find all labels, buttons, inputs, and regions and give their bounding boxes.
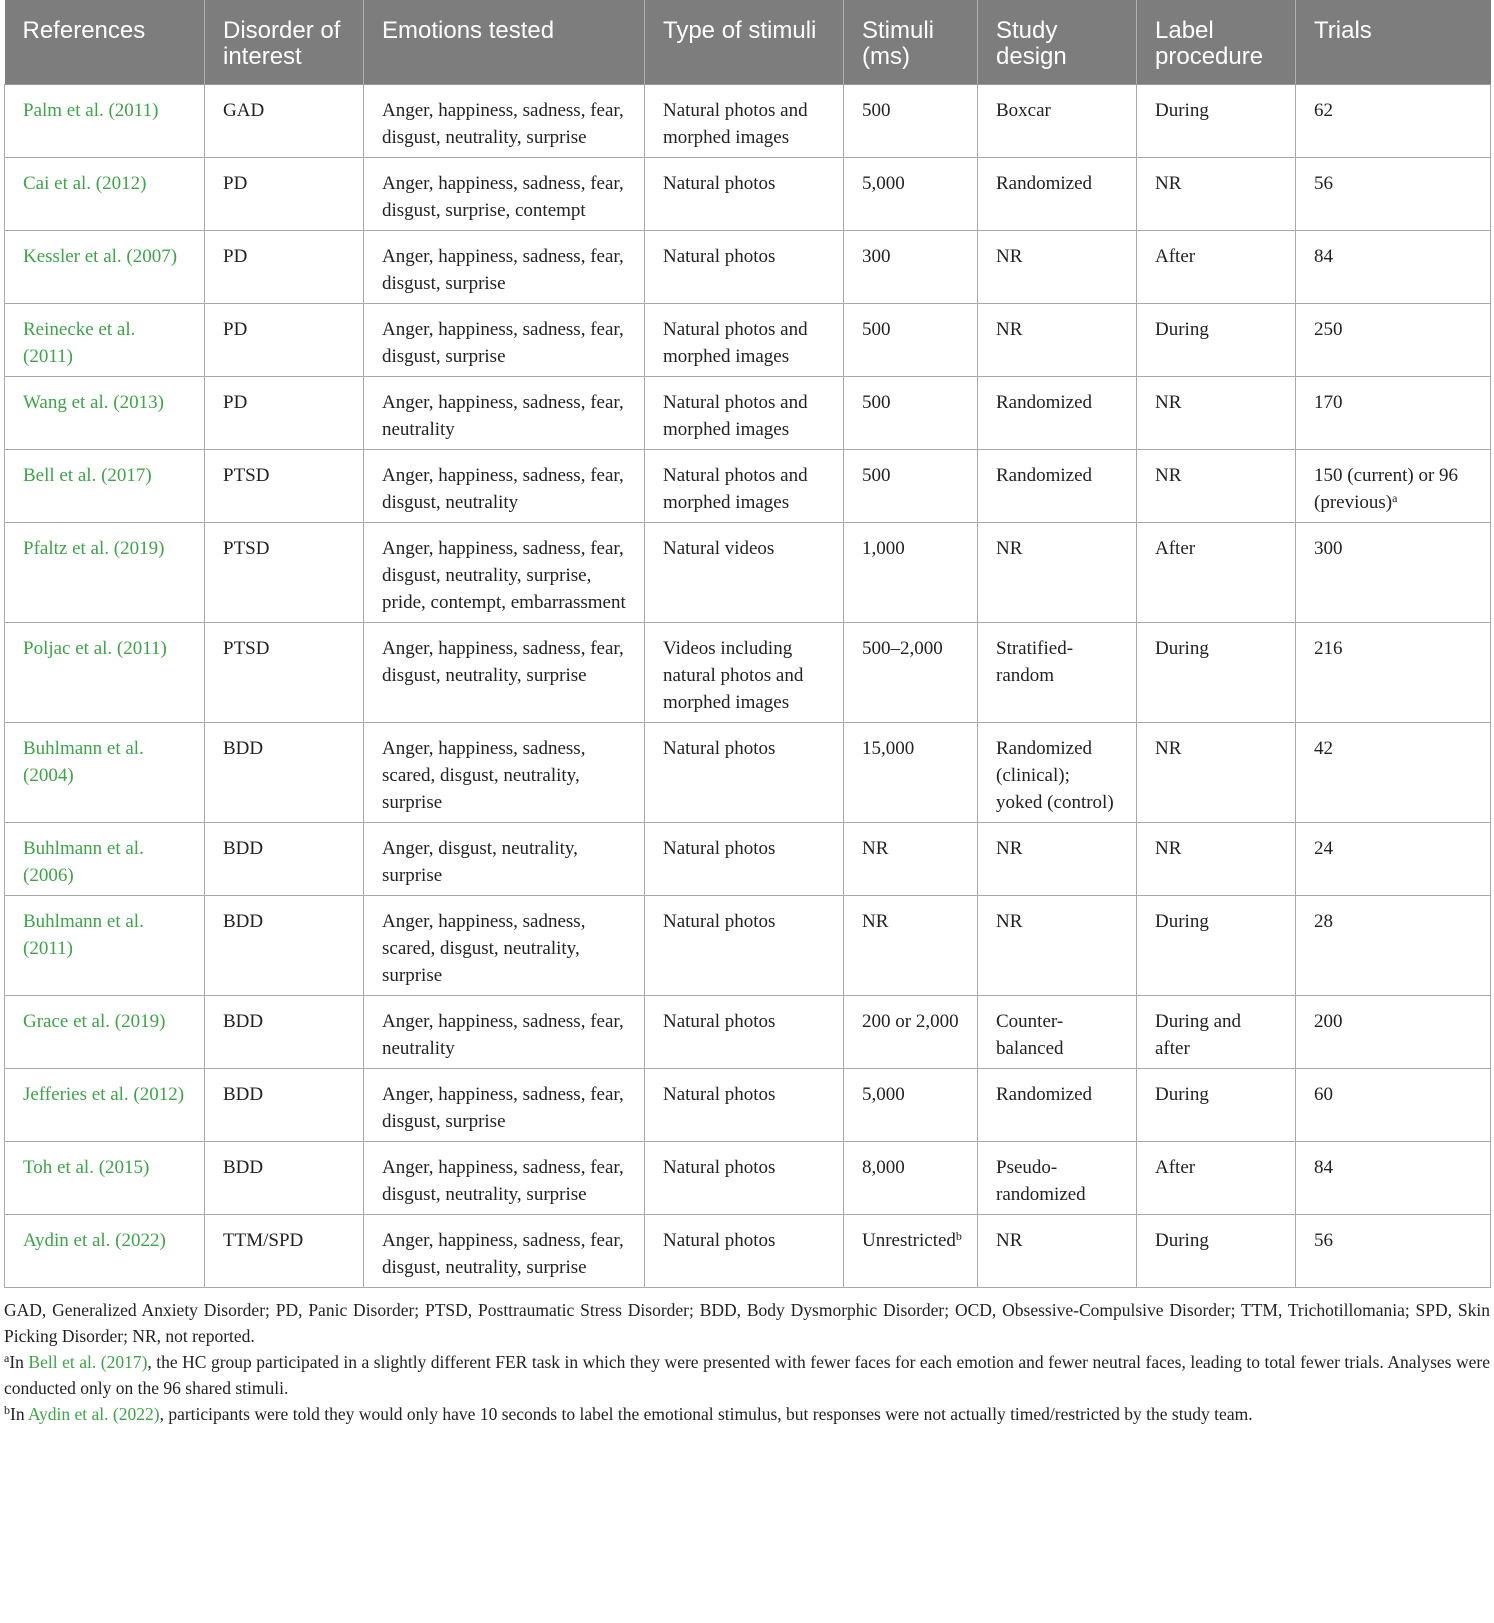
trials-text: 56 <box>1314 173 1333 194</box>
emotions-cell <box>364 158 645 231</box>
reference-text: Jefferies et al. (2012) <box>23 1084 185 1105</box>
table-footnotes <box>4 1288 1490 1427</box>
footnote-a-text: , the HC group participated in a slightly different FER task in which they were presented with fewer faces for each emotion and fewer neutral faces, leading to total fewer trials. Analyses were conducted only on the 96 shared stimuli. <box>4 1352 1490 1398</box>
footnote-b-prefix: In <box>10 1404 28 1424</box>
emotions-text: Anger, happiness, sadness, fear, disgust, surprise, contempt <box>382 173 624 221</box>
stimuli-ms-text: 1,000 <box>862 538 905 559</box>
stimuli-ms-text: Unrestricted <box>862 1230 956 1251</box>
disorder-cell <box>205 996 364 1069</box>
stimuli-ms-cell <box>844 158 978 231</box>
stimuli-type-text: Natural photos <box>663 1230 776 1251</box>
stimuli-type-cell <box>645 158 844 231</box>
stimuli-ms-text: 500 <box>862 465 891 486</box>
table-header-row <box>5 0 1491 85</box>
disorder-cell <box>205 1069 364 1142</box>
disorder-text: BDD <box>223 1084 264 1105</box>
label-procedure-cell <box>1137 158 1296 231</box>
study-design-text: Counter-balanced <box>996 1011 1064 1059</box>
study-design-text: Pseudo-randomized <box>996 1157 1086 1205</box>
study-design-text: NR <box>996 838 1023 859</box>
reference-text: Aydin et al. (2022) <box>23 1230 166 1251</box>
study-design-text: Randomized <box>996 465 1093 486</box>
study-design-text: NR <box>996 319 1023 340</box>
trials-text: 60 <box>1314 1084 1333 1105</box>
trials-cell <box>1296 231 1491 304</box>
stimuli-type-cell <box>645 823 844 896</box>
emotions-text: Anger, happiness, sadness, fear, disgust, surprise <box>382 1084 624 1132</box>
study-design-text: Boxcar <box>996 100 1051 121</box>
label-procedure-cell <box>1137 523 1296 623</box>
trials-text: 24 <box>1314 838 1333 859</box>
stimuli-ms-text: NR <box>862 911 889 932</box>
label-procedure-text: NR <box>1155 465 1182 486</box>
reference-text: Grace et al. (2019) <box>23 1011 166 1032</box>
trials-cell <box>1296 823 1491 896</box>
stimuli-type-text: Natural photos and morphed images <box>663 392 808 440</box>
stimuli-ms-cell <box>844 1215 978 1288</box>
footnote-a-prefix: In <box>9 1352 29 1372</box>
table-row <box>5 996 1491 1069</box>
trials-cell <box>1296 158 1491 231</box>
stimuli-type-cell <box>645 1069 844 1142</box>
disorder-text: BDD <box>223 738 264 759</box>
column-header-emotions: Emotions tested <box>364 0 645 85</box>
trials-cell <box>1296 996 1491 1069</box>
label-procedure-text: After <box>1155 246 1196 267</box>
stimuli-type-cell <box>645 450 844 523</box>
disorder-cell <box>205 623 364 723</box>
trials-cell <box>1296 523 1491 623</box>
column-header-study-design: Study design <box>978 0 1137 85</box>
emotions-text: Anger, happiness, sadness, fear, neutrality <box>382 1011 624 1059</box>
trials-text: 56 <box>1314 1230 1333 1251</box>
footnote-abbreviations: GAD, Generalized Anxiety Disorder; PD, Panic Disorder; PTSD, Posttraumatic Stress Disorder; BDD, Body Dysmorphic Disorder; OCD, Obsessive-Compulsive Disorder; TTM, Trichotillomania; SPD, Skin Picking Disorder; NR, not reported. <box>4 1300 1490 1346</box>
table-row <box>5 85 1491 158</box>
column-header-reference: References <box>5 0 205 85</box>
trials-cell <box>1296 377 1491 450</box>
stimuli-ms-text: 5,000 <box>862 173 905 194</box>
table-row <box>5 1142 1491 1215</box>
reference-cell[interactable] <box>5 723 205 823</box>
label-procedure-text: During and after <box>1155 1011 1242 1059</box>
emotions-cell <box>364 996 645 1069</box>
study-design-cell <box>978 304 1137 377</box>
table-row <box>5 158 1491 231</box>
study-design-cell <box>978 996 1137 1069</box>
disorder-text: PTSD <box>223 638 270 659</box>
column-header-stimuli-type: Type of stimuli <box>645 0 844 85</box>
emotions-cell <box>364 377 645 450</box>
trials-cell <box>1296 1215 1491 1288</box>
emotions-text: Anger, disgust, neutrality, surprise <box>382 838 578 886</box>
stimuli-type-text: Natural photos <box>663 738 776 759</box>
label-procedure-text: NR <box>1155 838 1182 859</box>
emotions-cell <box>364 623 645 723</box>
study-design-cell <box>978 723 1137 823</box>
disorder-cell <box>205 377 364 450</box>
stimuli-type-cell <box>645 1142 844 1215</box>
disorder-text: PD <box>223 319 248 340</box>
emotions-cell <box>364 896 645 996</box>
disorder-text: PTSD <box>223 465 270 486</box>
disorder-text: PD <box>223 392 248 413</box>
study-design-cell <box>978 1215 1137 1288</box>
footnote-b-link[interactable]: Aydin et al. (2022) <box>28 1404 160 1424</box>
stimuli-type-cell <box>645 523 844 623</box>
label-procedure-cell <box>1137 231 1296 304</box>
emotions-cell <box>364 723 645 823</box>
stimuli-ms-cell <box>844 304 978 377</box>
trials-cell <box>1296 1069 1491 1142</box>
disorder-text: BDD <box>223 1011 264 1032</box>
reference-cell[interactable] <box>5 523 205 623</box>
table-row <box>5 623 1491 723</box>
disorder-text: PD <box>223 246 248 267</box>
label-procedure-text: During <box>1155 911 1209 932</box>
disorder-text: PD <box>223 173 248 194</box>
study-design-text: Stratified-random <box>996 638 1074 686</box>
disorder-cell <box>205 85 364 158</box>
stimuli-ms-cell <box>844 823 978 896</box>
disorder-cell <box>205 231 364 304</box>
table-body <box>5 85 1491 1288</box>
study-design-text: Randomized (clinical); yoked (control) <box>996 738 1114 813</box>
trials-text: 250 <box>1314 319 1343 340</box>
stimuli-ms-cell <box>844 377 978 450</box>
label-procedure-text: NR <box>1155 392 1182 413</box>
reference-text: Toh et al. (2015) <box>23 1157 150 1178</box>
emotions-cell <box>364 1069 645 1142</box>
reference-cell[interactable] <box>5 450 205 523</box>
stimuli-type-text: Natural photos and morphed images <box>663 465 808 513</box>
label-procedure-text: NR <box>1155 738 1182 759</box>
reference-cell[interactable] <box>5 231 205 304</box>
stimuli-type-cell <box>645 231 844 304</box>
study-design-cell <box>978 623 1137 723</box>
disorder-text: PTSD <box>223 538 270 559</box>
study-design-cell <box>978 1142 1137 1215</box>
table-container <box>4 0 1490 1427</box>
trials-text: 84 <box>1314 1157 1333 1178</box>
reference-cell[interactable] <box>5 623 205 723</box>
stimuli-ms-text: 300 <box>862 246 891 267</box>
stimuli-type-cell <box>645 996 844 1069</box>
reference-text: Buhlmann et al. (2011) <box>23 911 144 959</box>
emotions-text: Anger, happiness, sadness, fear, disgust, neutrality, surprise <box>382 100 624 148</box>
emotions-text: Anger, happiness, sadness, fear, neutrality <box>382 392 624 440</box>
reference-cell[interactable] <box>5 896 205 996</box>
reference-text: Buhlmann et al. (2006) <box>23 838 144 886</box>
label-procedure-cell <box>1137 85 1296 158</box>
disorder-cell <box>205 1142 364 1215</box>
trials-text: 170 <box>1314 392 1343 413</box>
table-row <box>5 231 1491 304</box>
study-design-text: Randomized <box>996 392 1093 413</box>
stimuli-type-text: Natural photos <box>663 1157 776 1178</box>
footnote-b-text: , participants were told they would only have 10 seconds to label the emotional stimulus, but responses were not actually timed/restricted by the study team. <box>159 1404 1253 1424</box>
disorder-cell <box>205 158 364 231</box>
reference-text: Pfaltz et al. (2019) <box>23 538 165 559</box>
emotions-text: Anger, happiness, sadness, fear, disgust, surprise <box>382 246 624 294</box>
study-design-cell <box>978 523 1137 623</box>
reference-text: Bell et al. (2017) <box>23 465 152 486</box>
emotions-cell <box>364 450 645 523</box>
label-procedure-text: After <box>1155 1157 1196 1178</box>
footnote-a <box>4 1349 1490 1401</box>
table-row <box>5 1215 1491 1288</box>
trials-text: 216 <box>1314 638 1343 659</box>
stimuli-type-cell <box>645 623 844 723</box>
trials-cell <box>1296 304 1491 377</box>
stimuli-type-text: Natural photos and morphed images <box>663 319 808 367</box>
study-design-text: Randomized <box>996 1084 1093 1105</box>
emotions-text: Anger, happiness, sadness, fear, disgust, neutrality <box>382 465 624 513</box>
label-procedure-cell <box>1137 1215 1296 1288</box>
stimuli-type-text: Natural photos <box>663 838 776 859</box>
stimuli-ms-cell <box>844 623 978 723</box>
emotions-cell <box>364 85 645 158</box>
reference-cell[interactable] <box>5 85 205 158</box>
table-row <box>5 523 1491 623</box>
study-design-cell <box>978 1069 1137 1142</box>
emotions-cell <box>364 1215 645 1288</box>
label-procedure-cell <box>1137 823 1296 896</box>
disorder-cell <box>205 896 364 996</box>
trials-text: 42 <box>1314 738 1333 759</box>
study-design-text: NR <box>996 1230 1023 1251</box>
column-header-stimuli-ms: Stimuli (ms) <box>844 0 978 85</box>
label-procedure-text: During <box>1155 100 1209 121</box>
label-procedure-cell <box>1137 896 1296 996</box>
stimuli-type-text: Natural photos <box>663 246 776 267</box>
stimuli-ms-text: 500–2,000 <box>862 638 943 659</box>
reference-text: Poljac et al. (2011) <box>23 638 167 659</box>
stimuli-type-cell <box>645 896 844 996</box>
studies-table <box>4 0 1491 1288</box>
trials-cell <box>1296 623 1491 723</box>
disorder-text: BDD <box>223 1157 264 1178</box>
label-procedure-cell <box>1137 996 1296 1069</box>
label-procedure-cell <box>1137 1142 1296 1215</box>
stimuli-type-text: Natural photos <box>663 173 776 194</box>
study-design-cell <box>978 377 1137 450</box>
study-design-cell <box>978 450 1137 523</box>
disorder-cell <box>205 523 364 623</box>
label-procedure-cell <box>1137 450 1296 523</box>
trials-cell <box>1296 1142 1491 1215</box>
disorder-cell <box>205 1215 364 1288</box>
reference-text: Buhlmann et al. (2004) <box>23 738 144 786</box>
disorder-cell <box>205 823 364 896</box>
label-procedure-cell <box>1137 304 1296 377</box>
emotions-text: Anger, happiness, sadness, fear, disgust, neutrality, surprise <box>382 638 624 686</box>
emotions-cell <box>364 304 645 377</box>
stimuli-type-text: Natural photos <box>663 1084 776 1105</box>
reference-cell[interactable] <box>5 1069 205 1142</box>
study-design-text: NR <box>996 246 1023 267</box>
stimuli-ms-text: 200 or 2,000 <box>862 1011 959 1032</box>
emotions-text: Anger, happiness, sadness, fear, disgust, surprise <box>382 319 624 367</box>
study-design-text: NR <box>996 911 1023 932</box>
emotions-text: Anger, happiness, sadness, fear, disgust, neutrality, surprise <box>382 1230 624 1278</box>
emotions-cell <box>364 823 645 896</box>
stimuli-ms-text: 500 <box>862 392 891 413</box>
reference-cell[interactable] <box>5 996 205 1069</box>
disorder-cell <box>205 450 364 523</box>
stimuli-type-text: Natural videos <box>663 538 775 559</box>
study-design-cell <box>978 823 1137 896</box>
column-header-disorder: Disorder of interest <box>205 0 364 85</box>
table-row <box>5 304 1491 377</box>
emotions-text: Anger, happiness, sadness, fear, disgust, neutrality, surprise, pride, contempt, embarrassment <box>382 538 626 613</box>
trials-cell <box>1296 85 1491 158</box>
reference-cell[interactable] <box>5 304 205 377</box>
table-row <box>5 1069 1491 1142</box>
table-row <box>5 450 1491 523</box>
stimuli-ms-text: 5,000 <box>862 1084 905 1105</box>
stimuli-ms-cell <box>844 523 978 623</box>
reference-text: Palm et al. (2011) <box>23 100 159 121</box>
trials-text: 28 <box>1314 911 1333 932</box>
table-row <box>5 896 1491 996</box>
disorder-text: GAD <box>223 100 265 121</box>
study-design-cell <box>978 158 1137 231</box>
stimuli-type-cell <box>645 723 844 823</box>
reference-text: Reinecke et al. (2011) <box>23 319 136 367</box>
stimuli-ms-cell <box>844 85 978 158</box>
stimuli-ms-text: 500 <box>862 100 891 121</box>
trials-text: 300 <box>1314 538 1343 559</box>
trials-text: 84 <box>1314 246 1333 267</box>
label-procedure-cell <box>1137 623 1296 723</box>
stimuli-type-cell <box>645 1215 844 1288</box>
label-procedure-text: During <box>1155 319 1209 340</box>
reference-cell[interactable] <box>5 1142 205 1215</box>
stimuli-ms-text: 15,000 <box>862 738 915 759</box>
study-design-text: NR <box>996 538 1023 559</box>
disorder-cell <box>205 723 364 823</box>
footnote-a-link[interactable]: Bell et al. (2017) <box>28 1352 148 1372</box>
stimuli-ms-cell <box>844 723 978 823</box>
footnote-b <box>4 1401 1490 1427</box>
stimuli-type-text: Natural photos <box>663 911 776 932</box>
footnote-b-mark: b <box>4 1403 10 1417</box>
table-row <box>5 723 1491 823</box>
stimuli-ms-cell <box>844 1142 978 1215</box>
reference-text: Wang et al. (2013) <box>23 392 164 413</box>
trials-text: 200 <box>1314 1011 1343 1032</box>
disorder-text: BDD <box>223 911 264 932</box>
stimuli-ms-text: 8,000 <box>862 1157 905 1178</box>
stimuli-ms-cell <box>844 231 978 304</box>
reference-cell[interactable] <box>5 377 205 450</box>
emotions-text: Anger, happiness, sadness, fear, disgust, neutrality, surprise <box>382 1157 624 1205</box>
study-design-cell <box>978 85 1137 158</box>
label-procedure-text: NR <box>1155 173 1182 194</box>
table-row <box>5 823 1491 896</box>
footnote-a-mark: a <box>4 1351 10 1365</box>
emotions-text: Anger, happiness, sadness, scared, disgust, neutrality, surprise <box>382 911 586 986</box>
stimuli-ms-cell <box>844 1069 978 1142</box>
stimuli-type-cell <box>645 85 844 158</box>
study-design-cell <box>978 231 1137 304</box>
label-procedure-text: During <box>1155 1230 1209 1251</box>
stimuli-type-text: Natural photos <box>663 1011 776 1032</box>
reference-text: Kessler et al. (2007) <box>23 246 178 267</box>
reference-cell[interactable] <box>5 158 205 231</box>
emotions-text: Anger, happiness, sadness, scared, disgust, neutrality, surprise <box>382 738 586 813</box>
trials-cell <box>1296 723 1491 823</box>
study-design-text: Randomized <box>996 173 1093 194</box>
stimuli-type-cell <box>645 304 844 377</box>
footnote-marker: a <box>1392 491 1398 505</box>
stimuli-type-cell <box>645 377 844 450</box>
label-procedure-text: During <box>1155 638 1209 659</box>
emotions-cell <box>364 231 645 304</box>
label-procedure-cell <box>1137 377 1296 450</box>
disorder-cell <box>205 304 364 377</box>
stimuli-ms-text: 500 <box>862 319 891 340</box>
column-header-trials: Trials <box>1296 0 1491 85</box>
disorder-text: TTM/SPD <box>223 1230 304 1251</box>
label-procedure-text: During <box>1155 1084 1209 1105</box>
emotions-cell <box>364 1142 645 1215</box>
stimuli-type-text: Videos including natural photos and morphed images <box>663 638 804 713</box>
emotions-cell <box>364 523 645 623</box>
stimuli-ms-text: NR <box>862 838 889 859</box>
trials-text: 150 (current) or 96 (previous) <box>1314 465 1459 513</box>
trials-cell <box>1296 450 1491 523</box>
trials-cell <box>1296 896 1491 996</box>
column-header-label-procedure: Label procedure <box>1137 0 1296 85</box>
label-procedure-text: After <box>1155 538 1196 559</box>
trials-text: 62 <box>1314 100 1333 121</box>
stimuli-type-text: Natural photos and morphed images <box>663 100 808 148</box>
label-procedure-cell <box>1137 1069 1296 1142</box>
stimuli-ms-cell <box>844 896 978 996</box>
study-design-cell <box>978 896 1137 996</box>
reference-text: Cai et al. (2012) <box>23 173 147 194</box>
reference-cell[interactable] <box>5 1215 205 1288</box>
stimuli-ms-cell <box>844 450 978 523</box>
footnote-marker: b <box>955 1229 962 1243</box>
reference-cell[interactable] <box>5 823 205 896</box>
table-row <box>5 377 1491 450</box>
stimuli-ms-cell <box>844 996 978 1069</box>
label-procedure-cell <box>1137 723 1296 823</box>
disorder-text: BDD <box>223 838 264 859</box>
